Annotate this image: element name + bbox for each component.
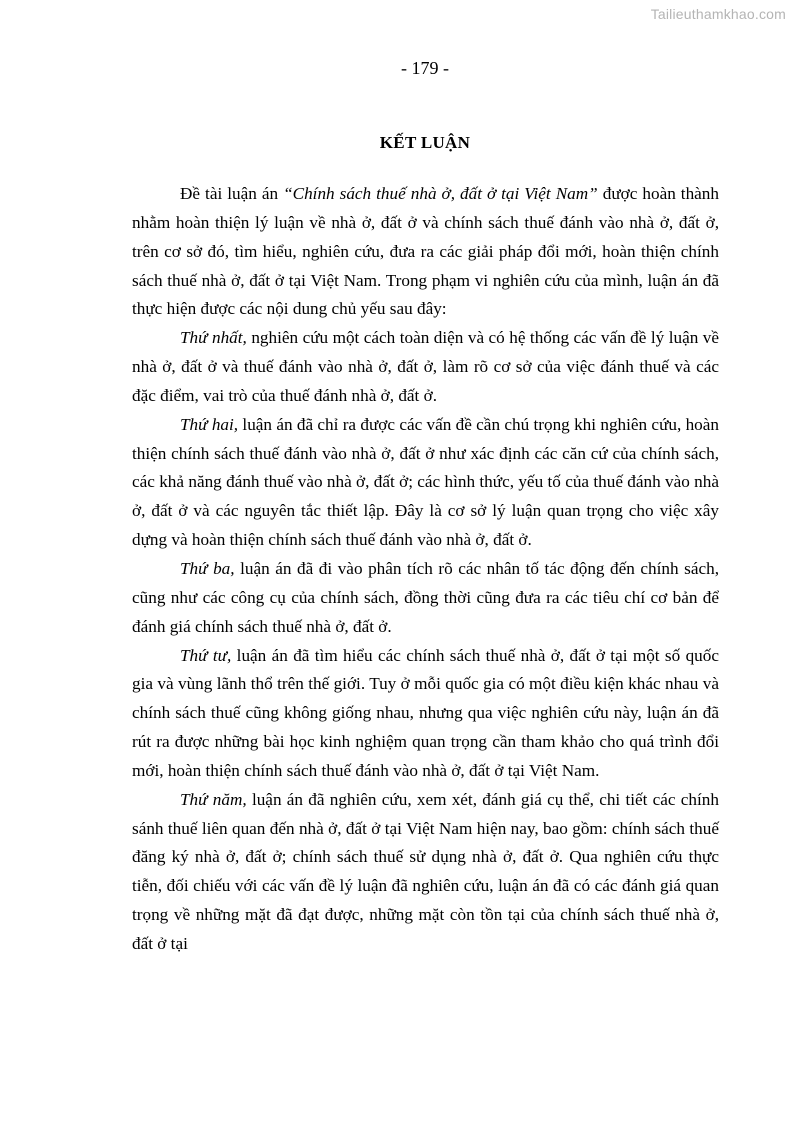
paragraph-lead: Thứ hai, [180,414,239,434]
paragraph-lead: Thứ năm, [180,789,247,809]
paragraph-text: luận án đã đi vào phân tích rõ các nhân tố tác động đến chính sách, cũng như các công cụ của chính sách, đồng thời cũng đưa ra các tiêu chí cơ bản để đánh giá chính sách thuế nhà ở, đất ở. [132,558,719,636]
paragraph-text: Đề tài luận án [180,184,284,203]
paragraph-intro [132,180,719,324]
page-number: - 179 - [401,58,449,78]
paragraph-third [132,555,719,642]
paragraph-text: luận án đã chỉ ra được các vấn đề cần chú trọng khi nghiên cứu, hoàn thiện chính sách thuế đánh vào nhà ở, đất ở như xác định các căn cứ của chính sách, các khả năng đánh thuế vào nhà ở, đất ở; các hình thức, yếu tố của thuế đánh vào nhà ở, đất ở và các nguyên tắc thiết lập. Đây là cơ sở lý luận quan trọng cho việc xây dựng và hoàn thiện chính sách thuế đánh vào nhà ở, đất ở. [132,414,719,550]
paragraph-lead: Thứ tư, [180,645,232,665]
paragraph-lead: Thứ nhất, [180,328,247,348]
paragraph-fourth [132,642,719,786]
paragraph-text: luận án đã tìm hiểu các chính sách thuế nhà ở, đất ở tại một số quốc gia và vùng lãnh thổ trên thế giới. Tuy ở mỗi quốc gia có một điều kiện khác nhau và chính sách thuế cũng không giống nhau, nhưng qua việc nghiên cứu này, luận án đã rút ra được những bài học kinh nghiệm quan trọng cần tham khảo cho quá trình đổi mới, hoàn thiện chính sách thuế đánh vào nhà ở, đất ở tại Việt Nam. [132,645,719,780]
watermark: Tailieuthamkhao.com [650,6,786,22]
page-title: KẾT LUẬN [379,133,471,152]
paragraph-text: được hoàn thành nhằm hoàn thiện lý luận về nhà ở, đất ở và chính sách thuế đánh vào nhà ở, đất ở, trên cơ sở đó, tìm hiểu, nghiên cứu, đưa ra các giải pháp đổi mới, hoàn thiện chính sách thuế nhà ở, đất ở tại Việt Nam. Trong phạm vi nghiên cứu của mình, luận án đã thực hiện được các nội dung chủ yếu sau đây: [132,184,719,319]
paragraph-fifth [132,786,719,959]
thesis-title: “Chính sách thuế nhà ở, đất ở tại Việt Nam” [283,184,598,203]
paragraph-text: nghiên cứu một cách toàn diện và có hệ thống các vấn đề lý luận về nhà ở, đất ở và thuế đánh vào nhà ở, đất ở, làm rõ cơ sở của việc đánh thuế và các đặc điểm, vai trò của thuế đánh nhà ở, đất ở. [132,328,719,405]
document-body [132,180,719,959]
paragraph-text: luận án đã nghiên cứu, xem xét, đánh giá cụ thể, chi tiết các chính sánh thuế liên quan đến nhà ở, đất ở tại Việt Nam hiện nay, bao gồm: chính sách thuế đăng ký nhà ở, đất ở; chính sách thuế sử dụng nhà ở, đất ở. Qua nghiên cứu thực tiễn, đối chiếu với các vấn đề lý luận đã nghiên cứu, luận án đã có các đánh giá quan trọng về những mặt đã đạt được, những mặt còn tồn tại của chính sách thuế nhà ở, đất ở tại [132,789,719,953]
paragraph-second [132,411,719,555]
paragraph-lead: Thứ ba, [180,558,235,578]
paragraph-first [132,324,719,411]
